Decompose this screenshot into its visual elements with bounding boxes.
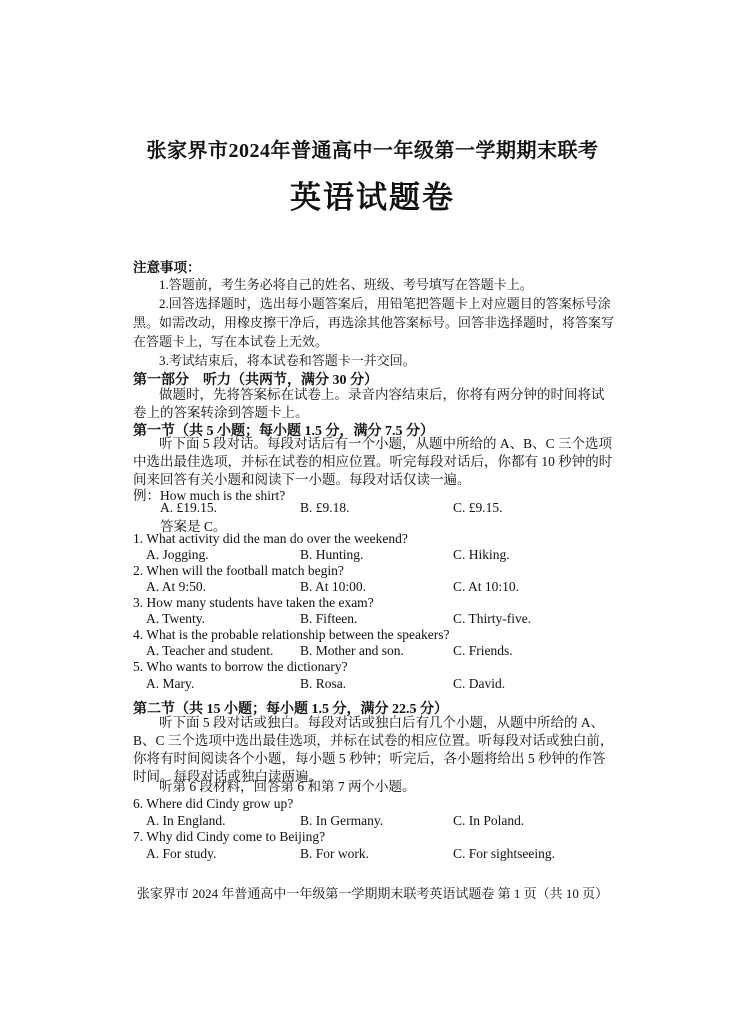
question-7-option-b: B. For work. [300,846,370,861]
question-4: 4. What is the probable relationship between the speakers? [133,627,450,642]
question-6-option-b: B. In Germany. [300,813,384,828]
question-4-option-c: C. Friends. [453,643,513,658]
question-4-option-a: A. Teacher and student. [146,643,274,658]
question-3: 3. How many students have taken the exam? [133,595,374,610]
notice-item-3: 3.考试结束后，将本试卷和答题卡一并交回。 [159,353,416,368]
question-7-option-c: C. For sightseeing. [453,846,556,861]
question-1-option-b: B. Hunting. [300,547,364,562]
question-3-option-b: B. Fifteen. [300,611,358,626]
question-3-option-c: C. Thirty-five. [453,611,532,626]
question-4-option-b: B. Mother and son. [300,643,404,658]
example-option-c: C. £9.15. [453,500,503,515]
question-7-option-a: A. For study. [146,846,217,861]
example-question: 例：How much is the shirt? [133,488,286,503]
part1-instruction: 做题时，先将答案标在试卷上。录音内容结束后，你将有两分钟的时间将试卷上的答案转涂到答题卡上。 [133,387,605,420]
question-7: 7. Why did Cindy come to Beijing? [133,829,326,844]
question-3-option-a: A. Twenty. [146,611,206,626]
question-5-option-c: C. David. [453,676,506,691]
section1-instruction: 听下面 5 段对话。每段对话后有一个小题，从题中所给的 A、B、C 三个选项中选出最佳选项，并标在试卷的相应位置。听完每段对话后，你都有 10 秒钟的时间来回答有关小题和阅读下一小题。每段对话仅读一遍。 [133,436,613,487]
example-option-b: B. £9.18. [300,500,350,515]
question-5: 5. Who wants to borrow the dictionary? [133,659,348,674]
notice-item-1: 1.答题前，考生务必将自己的姓名、班级、考号填写在答题卡上。 [159,277,533,292]
exam-title: 张家界市2024年普通高中一年级第一学期期末联考 [146,140,599,162]
exam-subtitle: 英语试题卷 [290,180,455,215]
question-2-option-c: C. At 10:10. [453,579,520,594]
question-6: 6. Where did Cindy grow up? [133,796,294,811]
example-answer: 答案是 C。 [160,519,227,534]
question-1: 1. What activity did the man do over the weekend? [133,531,408,546]
question-2-option-a: A. At 9:50. [146,579,207,594]
question-6-option-c: C. In Poland. [453,813,525,828]
question-1-option-c: C. Hiking. [453,547,510,562]
question-5-option-b: B. Rosa. [300,676,347,691]
notice-item-2: 2.回答选择题时，选出每小题答案后，用铅笔把答题卡上对应题目的答案标号涂黑。如需改动，用橡皮擦干净后，再选涂其他答案标号。回答非选择题时，将答案写在答题卡上，写在本试卷上无效。 [133,296,615,349]
example-option-a: A. £19.15. [160,500,217,515]
page-footer: 张家界市 2024 年普通高中一年级第一学期期末联考英语试题卷 第 1 页（共 10 页） [136,886,609,901]
question-2-option-b: B. At 10:00. [300,579,367,594]
section2-heading: 第二节（共 15 小题；每小题 1.5 分，满分 22.5 分） [133,702,448,717]
section2-instruction: 听下面 5 段对话或独白。每段对话或独白后有几个小题，从题中所给的 A、B、C 三个选项中选出最佳选项，并标在试卷的相应位置。听每段对话或独白前，你将有时间阅读各个小题，每小题 5 秒钟；听完后，各小题将给出 5 秒钟的作答时间。每段对话或独白读两遍。 [133,715,614,784]
notice-heading: 注意事项： [133,260,201,275]
question-1-option-a: A. Jogging. [146,547,209,562]
section1-heading: 第一节（共 5 小题；每小题 1.5 分，满分 7.5 分） [133,424,434,439]
question-5-option-a: A. Mary. [146,676,195,691]
part1-heading: 第一部分 听力（共两节，满分 30 分） [133,373,378,388]
section2-material-note: 听第 6 段材料，回答第 6 和第 7 两个小题。 [159,779,416,794]
question-6-option-a: A. In England. [146,813,226,828]
question-2: 2. When will the football match begin? [133,563,344,578]
